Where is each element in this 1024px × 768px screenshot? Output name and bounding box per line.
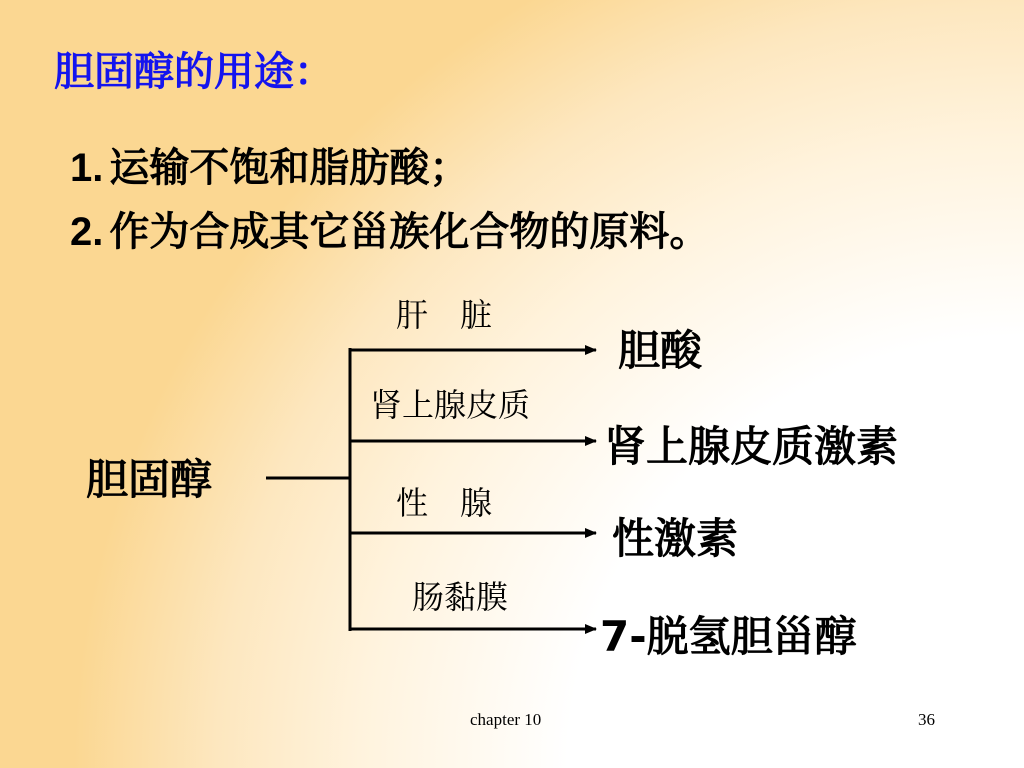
- point-2-number: 2.: [70, 210, 104, 254]
- point-1-number: 1.: [70, 146, 104, 190]
- product-bile-acid: 胆酸: [618, 326, 703, 375]
- footer-chapter: chapter 10: [470, 710, 542, 729]
- organ-label-gonad: 性 腺: [396, 484, 493, 522]
- point-1-text: 运输不饱和脂肪酸；: [109, 145, 470, 191]
- organ-label-intestinal-mucosa: 肠黏膜: [412, 578, 509, 616]
- slide-title: 胆固醇的用途：: [54, 49, 334, 95]
- organ-label-liver: 肝 脏: [396, 296, 493, 334]
- footer-page-number: 36: [918, 710, 935, 729]
- organ-label-adrenal-cortex: 肾上腺皮质: [370, 386, 531, 424]
- product-7-dehydrocholesterol: 7-脱氢胆甾醇: [600, 612, 857, 661]
- product-sex-hormone: 性激素: [612, 514, 739, 563]
- product-adrenocortical-hormone: 肾上腺皮质激素: [604, 422, 899, 471]
- cholesterol-node: 胆固醇: [86, 455, 213, 504]
- point-2-text: 作为合成其它甾族化合物的原料。: [109, 209, 710, 255]
